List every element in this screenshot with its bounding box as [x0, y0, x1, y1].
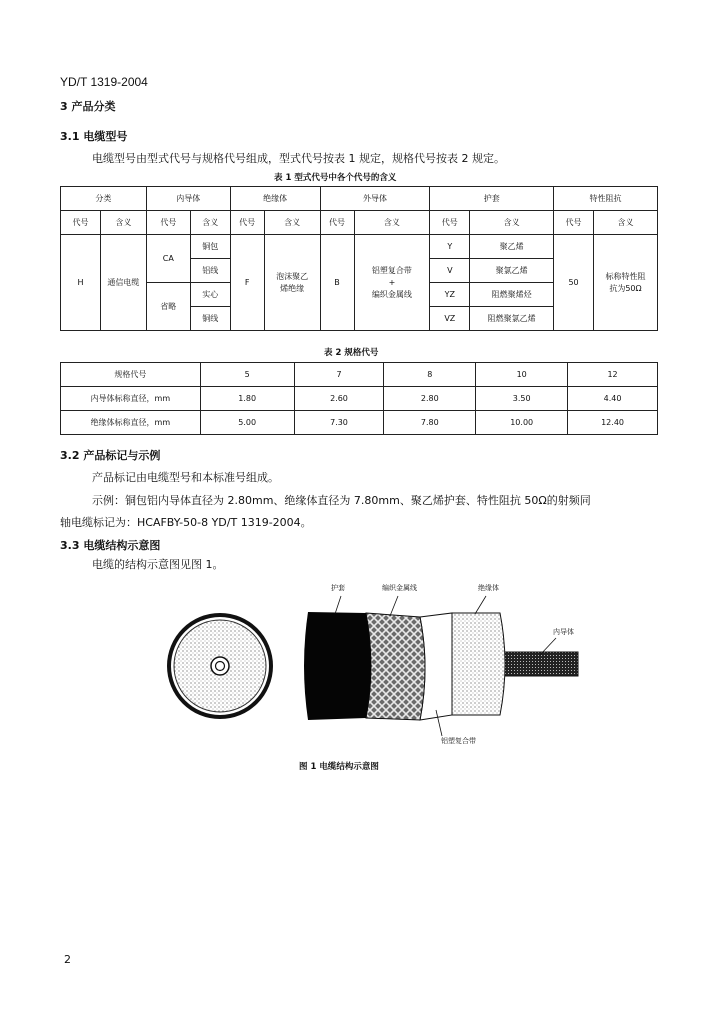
t1-inner-omit: 省略	[146, 283, 190, 331]
t2-cell: 12.40	[568, 411, 658, 435]
t1-outer-meaning-3: 编织金属线	[371, 289, 412, 299]
t2-cell: 1.80	[200, 387, 294, 411]
table-row	[61, 363, 658, 387]
table-2	[60, 362, 658, 435]
t1-group-impedance: 特性阻抗	[554, 187, 658, 211]
t1-sheath-meaning: 阻燃聚烯烃	[470, 283, 554, 307]
t2-cell: 7.30	[294, 411, 384, 435]
t1-sheath-code: Y	[430, 235, 470, 259]
section-3-1-text: 电缆型号由型式代号与规格代号组成，型式代号按表 1 规定，规格代号按表 2 规定。	[92, 152, 505, 165]
t2-row-label: 绝缘体标称直径，mm	[61, 411, 201, 435]
t2-cell: 2.60	[294, 387, 384, 411]
t2-cell: 5	[200, 363, 294, 387]
t1-sheath-code: V	[430, 259, 470, 283]
t1-group-sheath: 护套	[430, 187, 554, 211]
standard-number: YD/T 1319-2004	[60, 75, 148, 89]
t2-cell: 2.80	[384, 387, 476, 411]
t2-cell: 7.80	[384, 411, 476, 435]
t1-sheath-code: VZ	[430, 307, 470, 331]
t1-sub-code: 代号	[320, 211, 354, 235]
t1-sub-code: 代号	[230, 211, 264, 235]
t1-sheath-meaning: 聚乙烯	[470, 235, 554, 259]
t1-sheath-meaning: 阻燃聚氯乙烯	[470, 307, 554, 331]
t1-sub-meaning: 含义	[354, 211, 430, 235]
t1-imp-meaning: 标称特性阻抗为50Ω	[594, 235, 658, 331]
t1-sub-meaning: 含义	[264, 211, 320, 235]
t1-sub-meaning: 含义	[190, 211, 230, 235]
t1-sheath-code: YZ	[430, 283, 470, 307]
t1-group-inner: 内导体	[146, 187, 230, 211]
label-sheath: 护套	[331, 584, 345, 592]
t1-sub-code: 代号	[146, 211, 190, 235]
t1-inner-ca-item: 铝线	[190, 259, 230, 283]
section-3-2-example-line-2: 轴电缆标记为：HCAFBY-50-8 YD/T 1319-2004。	[60, 516, 312, 529]
t2-cell: 4.40	[568, 387, 658, 411]
t1-outer-meaning-2: +	[388, 277, 396, 287]
t1-inner-omit-item: 铜线	[190, 307, 230, 331]
t1-sheath-meaning: 聚氯乙烯	[470, 259, 554, 283]
t1-outer-meaning	[354, 235, 430, 331]
section-3-2-text-1: 产品标记由电缆型号和本标准号组成。	[92, 471, 279, 484]
t1-imp-code: 50	[554, 235, 594, 331]
section-3-1-heading: 3.1 电缆型号	[60, 130, 128, 143]
t1-inner-ca: CA	[146, 235, 190, 283]
t1-class-meaning: 通信电缆	[100, 235, 146, 331]
t2-row-label: 内导体标称直径，mm	[61, 387, 201, 411]
cable-structure-figure	[150, 570, 630, 760]
t1-group-class: 分类	[61, 187, 147, 211]
t1-class-code: H	[61, 235, 101, 331]
cross-section-drawing	[167, 613, 273, 719]
t1-sub-meaning: 含义	[100, 211, 146, 235]
t1-ins-meaning: 泡沫聚乙烯绝缘	[264, 235, 320, 331]
table-1-caption: 表 1 型式代号中各个代号的含义	[274, 173, 397, 183]
label-braid: 编织金属线	[382, 584, 417, 592]
t2-cell: 12	[568, 363, 658, 387]
t2-cell: 8	[384, 363, 476, 387]
side-view-drawing	[304, 596, 578, 736]
t1-sub-code: 代号	[554, 211, 594, 235]
figure-1-caption: 图 1 电缆结构示意图	[299, 762, 379, 772]
t1-sub-code: 代号	[430, 211, 470, 235]
table-row	[61, 387, 658, 411]
table-2-caption: 表 2 规格代号	[324, 348, 379, 358]
label-insulation: 绝缘体	[478, 584, 499, 592]
t2-cell: 5.00	[200, 411, 294, 435]
t1-outer-meaning-1: 铝塑复合带	[371, 265, 412, 275]
t1-inner-omit-item: 实心	[190, 283, 230, 307]
t1-sub-code: 代号	[61, 211, 101, 235]
section-3-3-text: 电缆的结构示意图见图 1。	[92, 558, 224, 571]
section-3-heading: 3 产品分类	[60, 100, 116, 113]
t1-outer-code: B	[320, 235, 354, 331]
t2-cell: 3.50	[476, 387, 568, 411]
t1-ins-code: F	[230, 235, 264, 331]
label-inner-conductor: 内导体	[553, 628, 574, 636]
table-1	[60, 186, 658, 331]
t2-cell: 10	[476, 363, 568, 387]
section-3-2-example-line-1: 示例：铜包铝内导体直径为 2.80mm、绝缘体直径为 7.80mm、聚乙烯护套、特性阻抗 50Ω的射频同	[92, 494, 591, 507]
t1-sub-meaning: 含义	[470, 211, 554, 235]
t2-cell: 10.00	[476, 411, 568, 435]
page-number: 2	[64, 953, 71, 966]
section-3-2-heading: 3.2 产品标记与示例	[60, 449, 161, 462]
table-row	[61, 411, 658, 435]
t1-group-outer: 外导体	[320, 187, 430, 211]
t2-row-label: 规格代号	[61, 363, 201, 387]
t2-cell: 7	[294, 363, 384, 387]
label-foil: 铝塑复合带	[441, 737, 476, 745]
t1-group-insulation: 绝缘体	[230, 187, 320, 211]
t1-inner-ca-item: 铜包	[190, 235, 230, 259]
t1-sub-meaning: 含义	[594, 211, 658, 235]
section-3-3-heading: 3.3 电缆结构示意图	[60, 539, 161, 552]
